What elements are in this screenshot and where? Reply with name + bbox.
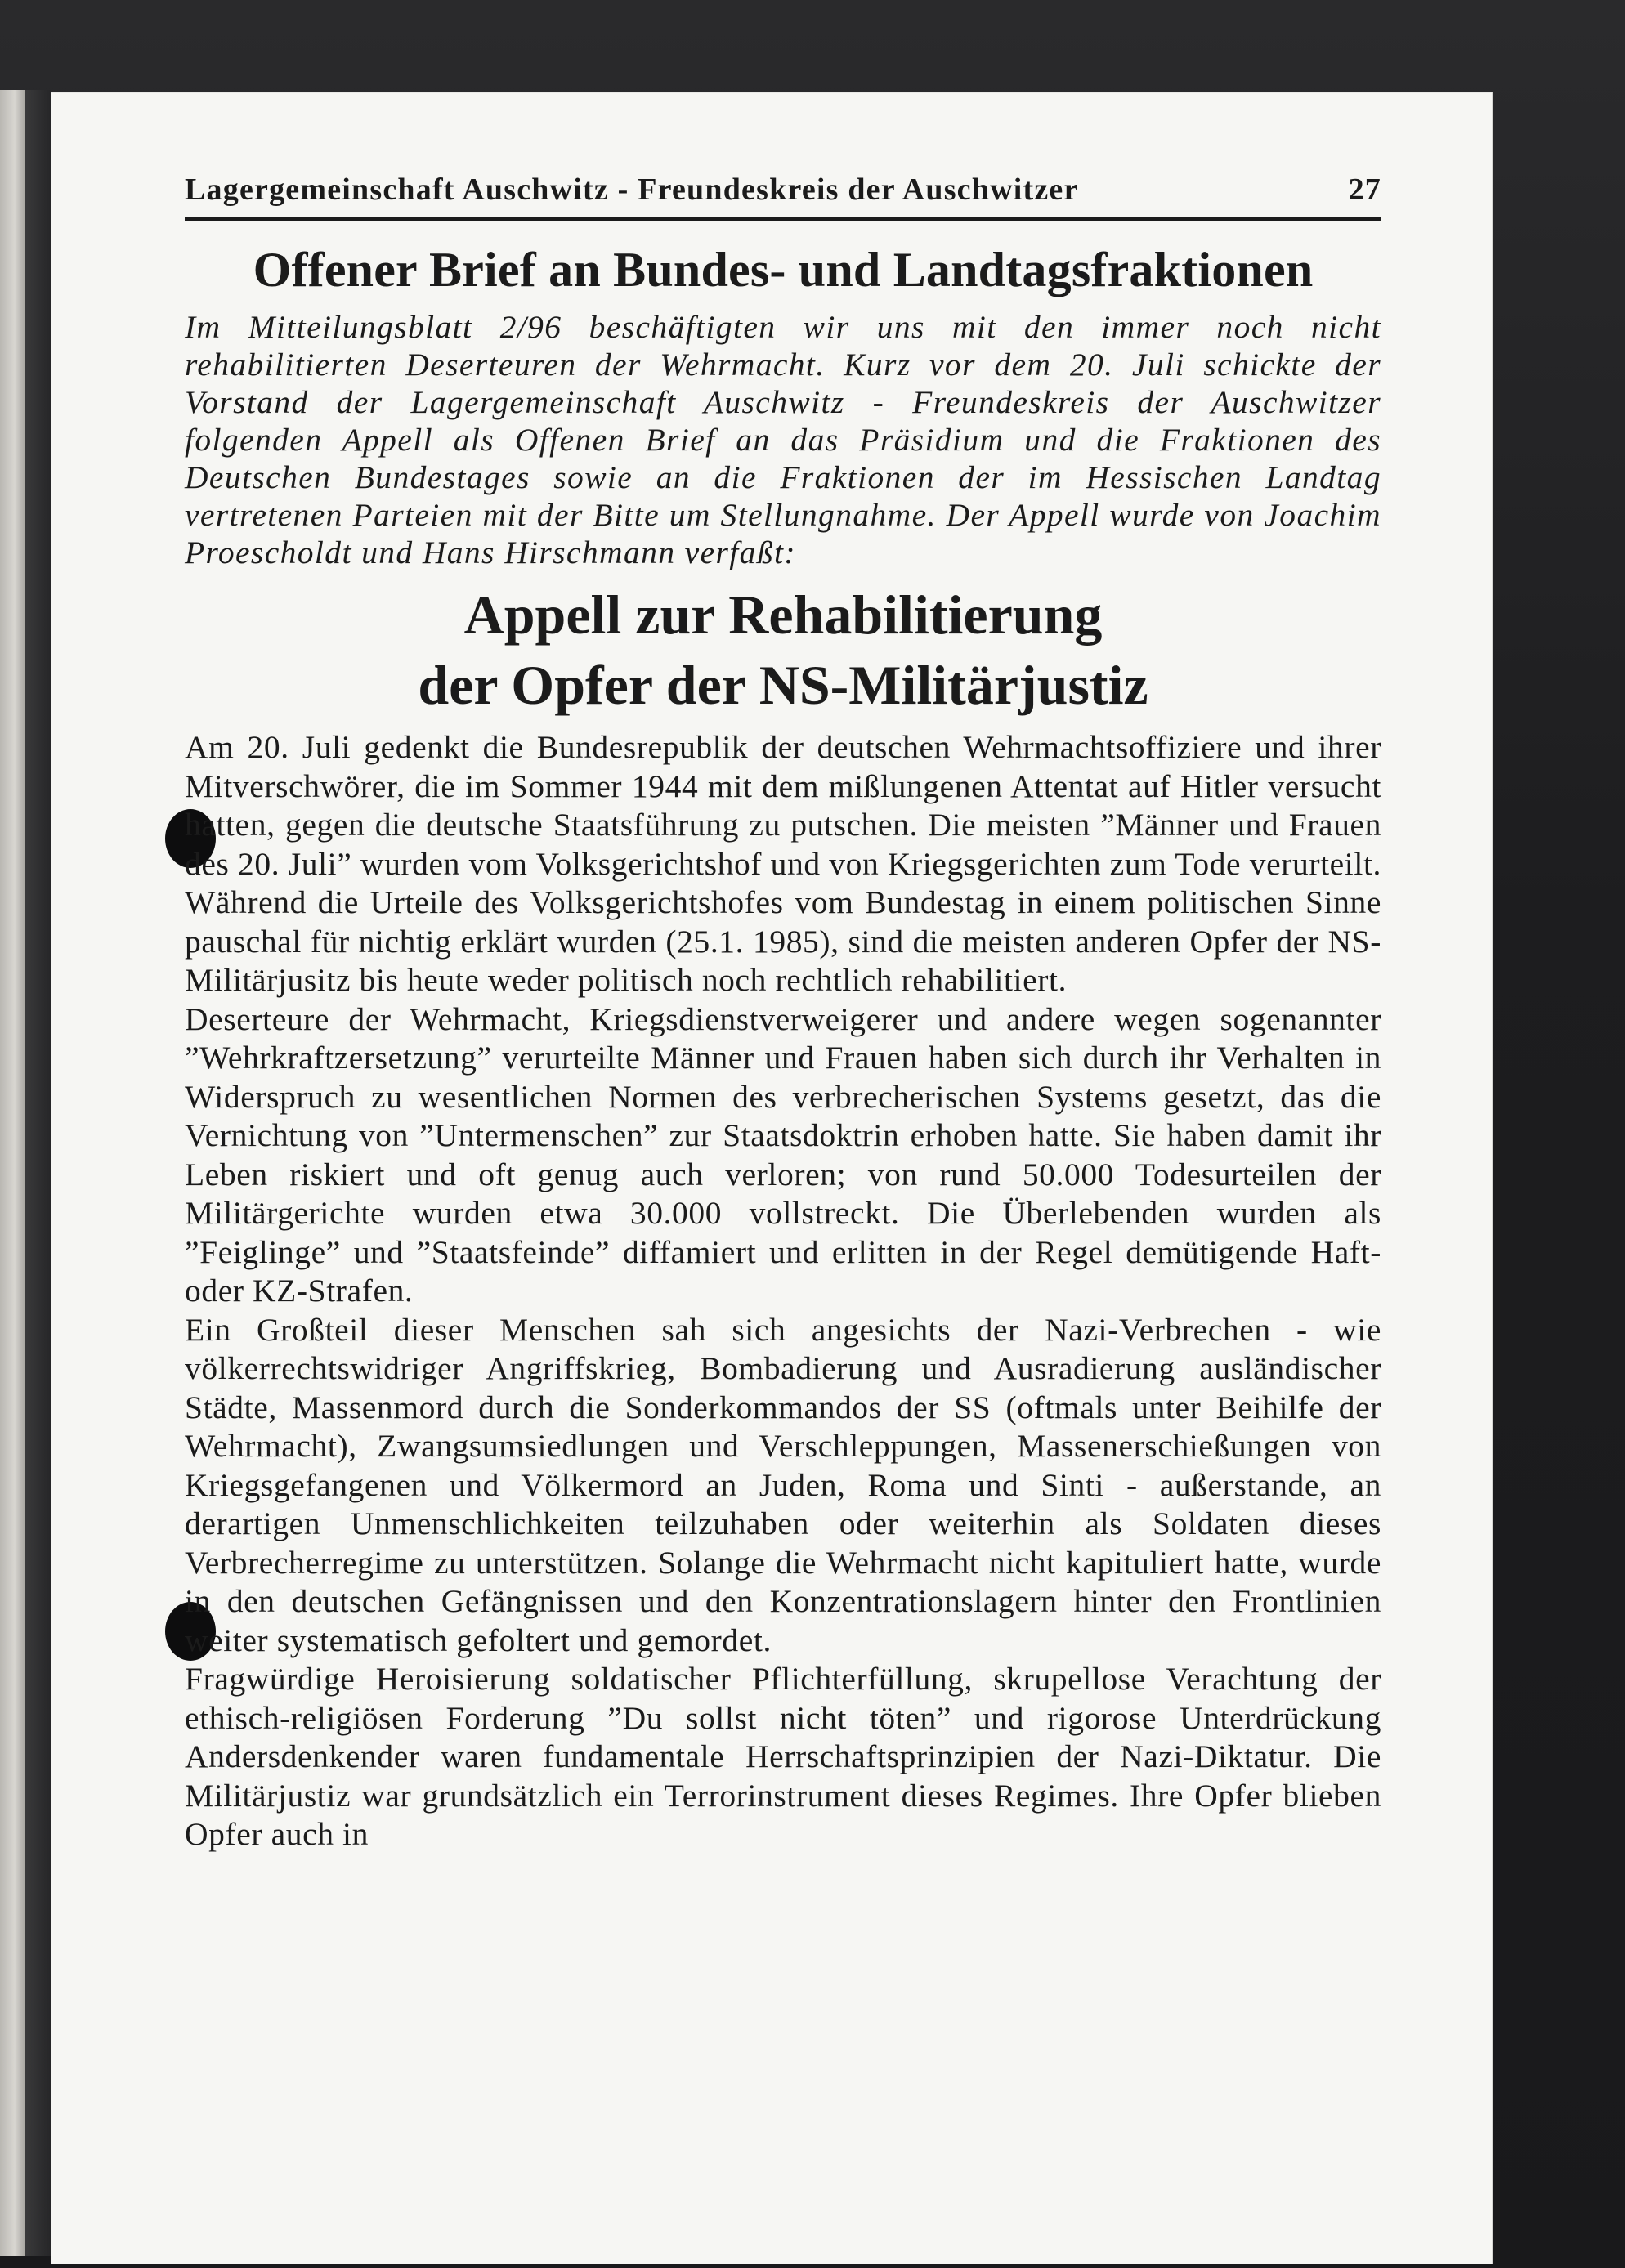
page-content [185, 172, 1381, 1854]
running-header-title: Lagergemeinschaft Auschwitz - Freundeskreis der Auschwitzer [185, 172, 1079, 207]
appeal-title-line-1: Appell zur Rehabilitierung [463, 584, 1103, 646]
article-title: Offener Brief an Bundes- und Landtagsfraktionen [253, 243, 1314, 297]
body-paragraph-2: Deserteure der Wehrmacht, Kriegsdienstverweigerer und andere wegen sogenannter ”Wehrkraftzersetzung” verurteilte Männer und Frauen haben sich durch ihr Verhalten in Widerspruch zu wesentlichen Normen des verbrecherischen Systems gesetzt, das die Vernichtung von ”Untermenschen” zur Staatsdoktrin erhoben hatte. Sie haben damit ihr Leben riskiert und oft genug auch verloren; von rund 50.000 Todesurteilen der Militärgerichte wurden etwa 30.000 vollstreckt. Die Überlebenden wurden als ”Feiglinge” und ”Staatsfeinde” diffamiert und erlitten in der Regel demütigende Haft- oder KZ-Strafen. [185, 1000, 1381, 1308]
body-paragraph-4: Fragwürdige Heroisierung soldatischer Pflichterfüllung, skrupellose Verachtung der ethisch-religiösen Forderung ”Du sollst nicht töten” und rigorose Unterdrückung Andersdenkender waren fundamentale Herrschaftsprinzipien der Nazi-Diktatur. Die Militärjustiz war grundsätzlich ein Terrorinstrument dieses Regimes. Ihre Opfer blieben Opfer auch in [185, 1661, 1381, 1852]
adjacent-page-edge [0, 90, 25, 2256]
body-paragraph-1: Am 20. Juli gedenkt die Bundesrepublik der deutschen Wehrmachtsoffiziere und ihrer Mitverschwörer, die im Sommer 1944 mit dem mißlungenen Attentat auf Hitler versucht hatten, gegen die deutsche Staatsführung zu putschen. Die meisten ”Männer und Frauen des 20. Juli” wurden vom Volksgerichtshof und von Kriegsgerichten zum Tode verurteilt. Während die Urteile des Volksgerichtshofes vom Bundestag in einem politischen Sinne pauschal für nichtig erklärt wurden (25.1. 1985), sind die meisten anderen Opfer der NS-Militärjusitz bis heute weder politisch noch rechtlich rehabilitiert. [185, 729, 1381, 998]
appeal-title [185, 579, 1381, 720]
page-number: 27 [1348, 172, 1381, 207]
appeal-title-line-2: der Opfer der NS-Militärjustiz [418, 654, 1148, 716]
body-paragraph-3: Ein Großteil dieser Menschen sah sich angesichts der Nazi-Verbrechen - wie völkerrechtswidriger Angriffskrieg, Bombadierung und Ausradierung ausländischer Städte, Massenmord durch die Sonderkommandos der SS (oftmals unter Beihilfe der Wehrmacht), Zwangsumsiedlungen und Verschleppungen, Massenerschießungen von Kriegsgefangenen und Völkermord an Juden, Roma und Sinti - außerstande, an derartigen Unmenschlichkeiten teilzuhaben oder weiterhin als Soldaten dieses Verbrecherregime zu unterstützen. Solange die Wehrmacht nicht kapituliert hatte, wurde in den deutschen Gefängnissen und den Konzentrationslagern hinter den Frontlinien weiter systematisch gefoltert und gemordet. [185, 1311, 1381, 1658]
running-header [185, 172, 1381, 221]
page-gutter-shadow [25, 90, 51, 2256]
intro-paragraph: Im Mitteilungsblatt 2/96 beschäftigten wir uns mit den immer noch nicht rehabilitierten Deserteuren der Wehrmacht. Kurz vor dem 20. Juli schickte der Vorstand der Lagergemeinschaft Auschwitz - Freundeskreis der Auschwitzer folgenden Appell als Offenen Brief an das Präsidium und die Fraktionen des Deutschen Bundestages sowie an die Fraktionen der im Hessischen Landtag vertretenen Parteien mit der Bitte um Stellungnahme. Der Appell wurde von Joachim Proescholdt und Hans Hirschmann verfaßt: [185, 309, 1381, 570]
